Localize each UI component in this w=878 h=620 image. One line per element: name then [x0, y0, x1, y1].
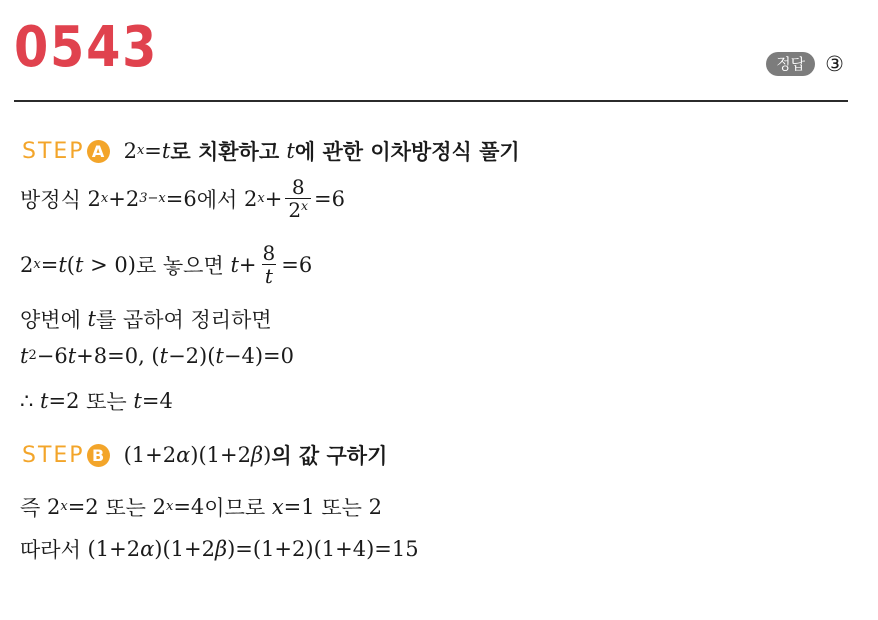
line2-plus: +	[238, 252, 257, 277]
line7-beta: β	[214, 537, 228, 561]
step-b-alpha: α	[176, 443, 191, 467]
solution-line-7	[20, 534, 419, 564]
line2-math1: 2	[20, 252, 34, 277]
line7-m1: (1+2	[87, 537, 141, 561]
solution-line-1: 방정식 2 x +2 3−x =6 에서 2 x + $\frac{8}{2^x}$ =6	[20, 175, 346, 222]
solution-line-2: 2 x = t ( t > 0) 로 놓으면 t + $\frac{8}{t}$ =6	[20, 241, 313, 288]
line2-frac-den: t	[262, 264, 276, 287]
step-a-heading: STEP A 2 x = t 로 치환하고 t 에 관한 이차방정식 풀기	[22, 136, 520, 166]
line1-math4: 2	[243, 186, 258, 211]
line4-p4: −4)=0	[223, 344, 294, 368]
step-a-math-eq: =	[144, 139, 162, 163]
line2-t1: t	[58, 252, 67, 277]
line2-frac-num: 8	[262, 241, 276, 265]
line4-t4: t	[215, 344, 224, 368]
answer-badge: 정답	[766, 52, 815, 76]
step-b-math1: (1+2	[123, 443, 177, 467]
step-b-text: 의 값 구하기	[271, 444, 388, 468]
step-b-math2: )(1+2	[190, 443, 251, 467]
line7-m3: )=(1+2)(1+4)=15	[227, 537, 419, 561]
line7-m2: )(1+2	[154, 537, 215, 561]
line2-fraction	[260, 242, 279, 287]
solution-line-6: 즉 2 x =2 또는 2 x =4 이므로 x =1 또는 2	[20, 492, 382, 522]
line1-fraction	[285, 176, 311, 221]
line4-t1: t	[20, 344, 29, 368]
step-a-var: t	[161, 139, 171, 163]
step-a-math-base: 2	[123, 139, 137, 163]
line6-m4: 2	[368, 495, 382, 519]
line1-frac-num: 8	[291, 175, 305, 199]
solution-line-3	[20, 304, 272, 334]
line6-m3: =1	[283, 495, 315, 519]
line4-p3: −2)(	[168, 344, 216, 368]
line1-text2: 에서	[196, 187, 244, 212]
step-a-badge: A	[87, 140, 110, 163]
step-a-text1: 로 치환하고	[170, 140, 287, 164]
line4-p1: −6	[36, 344, 68, 368]
line1-math3: =6	[165, 186, 197, 211]
step-b-heading	[22, 440, 387, 470]
line1-text1: 방정식	[20, 187, 88, 212]
step-a-label: STEP	[22, 138, 85, 164]
step-b-label: STEP	[22, 442, 85, 468]
step-b-beta: β	[250, 443, 264, 467]
line1-frac-den-exp: x	[301, 198, 309, 214]
line6-or1: 또는	[98, 496, 153, 520]
line6-m2: 2	[152, 495, 166, 519]
step-a-text2: 에 관한 이차방정식 풀기	[294, 140, 520, 164]
line4-t2: t	[67, 344, 77, 368]
line5-p2: =4	[141, 389, 173, 413]
line5-or: 또는	[79, 390, 134, 414]
line6-m2b: =4	[173, 495, 205, 519]
line5-t2: t	[133, 389, 142, 413]
line2-end: =6	[281, 252, 313, 277]
line5-t1: t	[40, 389, 49, 413]
line2-eq: =	[40, 252, 59, 277]
solution-line-5	[20, 386, 173, 416]
line5-p1: =2	[48, 389, 80, 413]
header-rule	[14, 100, 848, 102]
line3-text2: 를 곱하여 정리하면	[96, 308, 272, 332]
line2-text1: 로 놓으면	[135, 253, 231, 278]
line1-math5: =6	[314, 186, 346, 211]
line1-frac-den-base: 2	[288, 198, 302, 222]
line2-t2: t	[74, 252, 84, 277]
step-a-var2: t	[286, 139, 295, 163]
line7-alpha: α	[140, 537, 155, 561]
line4-p2: +8=0, (	[76, 344, 160, 368]
line7-text1: 따라서	[20, 538, 88, 562]
step-b-badge: B	[87, 444, 110, 467]
step-b-math3: )	[263, 443, 272, 467]
line2-paren: (	[66, 252, 75, 277]
line5-therefore: ∴	[20, 389, 41, 413]
line6-or2: 또는	[314, 496, 369, 520]
line6-m1: 2	[46, 495, 61, 519]
line6-m1b: =2	[67, 495, 99, 519]
line2-cond: > 0)	[83, 252, 136, 277]
answer-value: ③	[825, 52, 844, 76]
line1-frac-den	[285, 198, 311, 221]
line4-t3: t	[159, 344, 169, 368]
line3-text1: 양변에	[20, 308, 88, 332]
line1-plus: +	[264, 186, 283, 211]
answer-area	[766, 52, 844, 76]
line6-text1: 즉	[20, 496, 47, 520]
line2-t3: t	[230, 252, 239, 277]
problem-number: 0543	[14, 15, 159, 80]
line3-t: t	[87, 307, 96, 331]
line6-x: x	[271, 495, 284, 519]
line1-math2: +2	[108, 186, 140, 211]
line6-text3: 이므로	[204, 496, 272, 520]
solution-line-4: t 2 −6 t +8=0, ( t −2)( t −4)=0	[20, 344, 294, 368]
line1-math1: 2	[87, 186, 101, 211]
